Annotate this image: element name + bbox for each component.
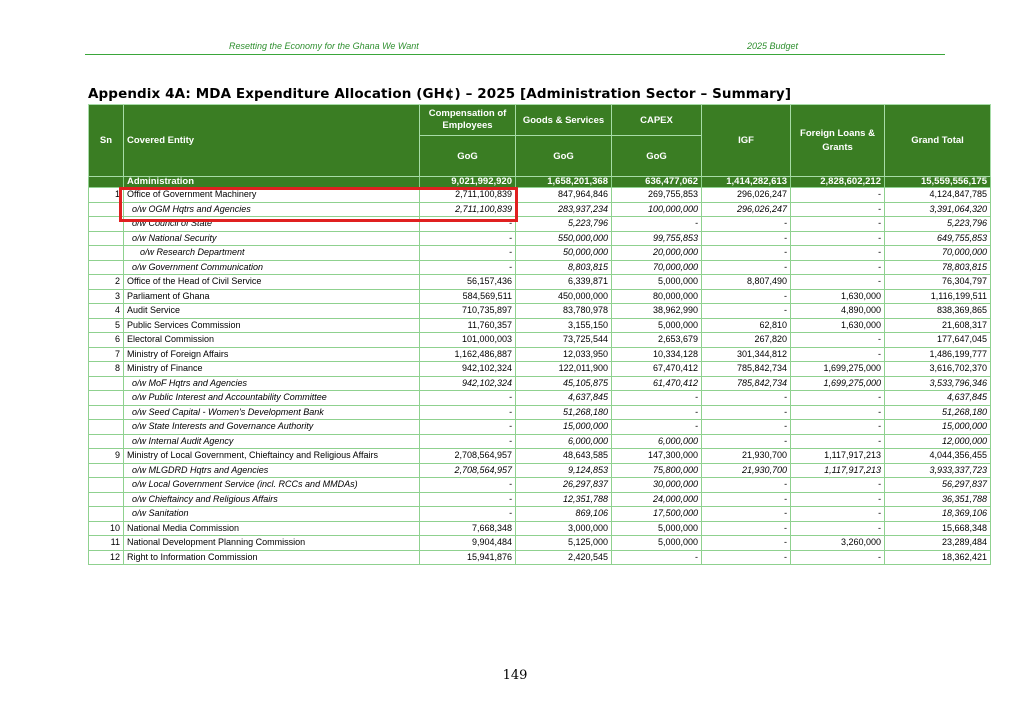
- cell-capex: 10,334,128: [612, 347, 702, 362]
- cell-igf: -: [702, 260, 791, 275]
- cell-igf: -: [702, 304, 791, 319]
- cell-goods: 847,964,846: [516, 188, 612, 203]
- cell-igf: -: [702, 550, 791, 565]
- cell-foreign: -: [791, 347, 885, 362]
- cell-sn: 1: [89, 188, 124, 203]
- cell-total: 56,297,837: [885, 478, 991, 493]
- cell-entity: o/w Internal Audit Agency: [124, 434, 420, 449]
- col-capex-gog: GoG: [612, 136, 702, 177]
- cell-capex: 17,500,000: [612, 507, 702, 522]
- cell-total: 70,000,000: [885, 246, 991, 261]
- cell-total: 3,391,064,320: [885, 202, 991, 217]
- cell-igf: -: [702, 405, 791, 420]
- cell-total: 36,351,788: [885, 492, 991, 507]
- cell-entity: o/w OGM Hqtrs and Agencies: [124, 202, 420, 217]
- cell-capex: 61,470,412: [612, 376, 702, 391]
- cell-goods: 73,725,544: [516, 333, 612, 348]
- cell-sn: [89, 507, 124, 522]
- table-row: [89, 550, 991, 565]
- col-capex-header: CAPEX: [612, 105, 702, 136]
- cell-goods: 15,000,000: [516, 420, 612, 435]
- cell-entity: o/w National Security: [124, 231, 420, 246]
- cell-goods: 51,268,180: [516, 405, 612, 420]
- cell-igf: -: [702, 231, 791, 246]
- cell-sn: [89, 391, 124, 406]
- page-number: 149: [502, 668, 528, 683]
- cell-igf: -: [702, 420, 791, 435]
- cell-total: 23,289,484: [885, 536, 991, 551]
- cell-total: 18,362,421: [885, 550, 991, 565]
- cell-goods: 869,106: [516, 507, 612, 522]
- cell-capex: -: [612, 550, 702, 565]
- cell-sn: 9: [89, 449, 124, 464]
- cell-sn: [89, 478, 124, 493]
- cell-total: 15,000,000: [885, 420, 991, 435]
- cell-entity: o/w Local Government Service (incl. RCCs and MMDAs): [124, 478, 420, 493]
- table-row: [89, 347, 991, 362]
- cell-foreign: -: [791, 405, 885, 420]
- cell-total: 649,755,853: [885, 231, 991, 246]
- running-header: [85, 41, 945, 55]
- cell-sn: 8: [89, 362, 124, 377]
- cell-total: 4,124,847,785: [885, 188, 991, 203]
- cell-capex: -: [612, 391, 702, 406]
- cell-capex: -: [612, 217, 702, 232]
- cell-comp: 9,904,484: [420, 536, 516, 551]
- cell-foreign: 1,699,275,000: [791, 362, 885, 377]
- cell-capex: 30,000,000: [612, 478, 702, 493]
- cell-foreign: 3,260,000: [791, 536, 885, 551]
- cell-capex: 147,300,000: [612, 449, 702, 464]
- cell-capex: 38,962,990: [612, 304, 702, 319]
- table-row: [89, 434, 991, 449]
- cell-comp: 2,711,100,839: [420, 188, 516, 203]
- cell-total: 1,116,199,511: [885, 289, 991, 304]
- cell-foreign: 1,699,275,000: [791, 376, 885, 391]
- cell-capex: 2,653,679: [612, 333, 702, 348]
- cell-capex: 100,000,000: [612, 202, 702, 217]
- cell-comp: -: [420, 246, 516, 261]
- cell-total: 51,268,180: [885, 405, 991, 420]
- cell-igf: 296,026,247: [702, 202, 791, 217]
- col-comp-header: Compensation of Employees: [420, 105, 516, 136]
- cell-igf: -: [702, 289, 791, 304]
- table-row: [89, 536, 991, 551]
- col-goods-gog: GoG: [516, 136, 612, 177]
- summary-total: 15,559,556,175: [885, 177, 991, 188]
- cell-comp: -: [420, 507, 516, 522]
- cell-foreign: -: [791, 550, 885, 565]
- cell-goods: 4,637,845: [516, 391, 612, 406]
- cell-total: 3,616,702,370: [885, 362, 991, 377]
- cell-entity: Public Services Commission: [124, 318, 420, 333]
- cell-foreign: -: [791, 202, 885, 217]
- cell-sn: 5: [89, 318, 124, 333]
- cell-goods: 8,803,815: [516, 260, 612, 275]
- col-goods-header: Goods & Services: [516, 105, 612, 136]
- cell-comp: -: [420, 405, 516, 420]
- cell-comp: 2,708,564,957: [420, 463, 516, 478]
- cell-total: 3,933,337,723: [885, 463, 991, 478]
- table-row: [89, 333, 991, 348]
- cell-goods: 48,643,585: [516, 449, 612, 464]
- cell-igf: 21,930,700: [702, 463, 791, 478]
- cell-igf: -: [702, 391, 791, 406]
- cell-foreign: -: [791, 188, 885, 203]
- cell-comp: 2,711,100,839: [420, 202, 516, 217]
- cell-igf: 62,810: [702, 318, 791, 333]
- cell-capex: 67,470,412: [612, 362, 702, 377]
- cell-comp: 56,157,436: [420, 275, 516, 290]
- expenditure-table: [88, 104, 991, 565]
- col-sn-header: Sn: [89, 105, 124, 177]
- cell-comp: -: [420, 231, 516, 246]
- cell-capex: 70,000,000: [612, 260, 702, 275]
- summary-capex: 636,477,062: [612, 177, 702, 188]
- cell-sn: 2: [89, 275, 124, 290]
- table-row: [89, 289, 991, 304]
- cell-entity: o/w Research Department: [124, 246, 420, 261]
- cell-entity: National Media Commission: [124, 521, 420, 536]
- cell-total: 12,000,000: [885, 434, 991, 449]
- cell-foreign: -: [791, 246, 885, 261]
- cell-goods: 6,339,871: [516, 275, 612, 290]
- cell-entity: o/w Council of State: [124, 217, 420, 232]
- cell-foreign: 1,117,917,213: [791, 449, 885, 464]
- col-comp-gog: GoG: [420, 136, 516, 177]
- cell-entity: Office of the Head of Civil Service: [124, 275, 420, 290]
- cell-igf: -: [702, 434, 791, 449]
- cell-igf: -: [702, 478, 791, 493]
- table-row: [89, 507, 991, 522]
- cell-sn: [89, 434, 124, 449]
- cell-sn: 3: [89, 289, 124, 304]
- cell-sn: [89, 420, 124, 435]
- cell-igf: -: [702, 246, 791, 261]
- table-row: [89, 391, 991, 406]
- cell-total: 78,803,815: [885, 260, 991, 275]
- table-row: [89, 492, 991, 507]
- cell-sn: [89, 246, 124, 261]
- cell-sn: 12: [89, 550, 124, 565]
- cell-total: 15,668,348: [885, 521, 991, 536]
- cell-comp: 2,708,564,957: [420, 449, 516, 464]
- col-igf-header: IGF: [702, 105, 791, 177]
- cell-comp: -: [420, 434, 516, 449]
- cell-goods: 83,780,978: [516, 304, 612, 319]
- col-total-header: Grand Total: [885, 105, 991, 177]
- cell-entity: o/w MoF Hqtrs and Agencies: [124, 376, 420, 391]
- header-right-text: 2025 Budget: [747, 41, 799, 51]
- cell-sn: 7: [89, 347, 124, 362]
- cell-comp: 942,102,324: [420, 376, 516, 391]
- cell-igf: -: [702, 217, 791, 232]
- cell-comp: 7,668,348: [420, 521, 516, 536]
- cell-foreign: 1,117,917,213: [791, 463, 885, 478]
- cell-entity: Ministry of Local Government, Chieftaincy and Religious Affairs: [124, 449, 420, 464]
- cell-entity: Audit Service: [124, 304, 420, 319]
- cell-entity: Office of Government Machinery: [124, 188, 420, 203]
- cell-sn: 10: [89, 521, 124, 536]
- highlight-box: [119, 187, 518, 222]
- cell-capex: 5,000,000: [612, 521, 702, 536]
- cell-total: 177,647,045: [885, 333, 991, 348]
- cell-goods: 12,033,950: [516, 347, 612, 362]
- cell-foreign: -: [791, 507, 885, 522]
- cell-foreign: 4,890,000: [791, 304, 885, 319]
- table-row: [89, 260, 991, 275]
- cell-capex: 99,755,853: [612, 231, 702, 246]
- table-row: [89, 449, 991, 464]
- cell-goods: 5,125,000: [516, 536, 612, 551]
- table-row: [89, 304, 991, 319]
- summary-row: [89, 177, 991, 188]
- cell-igf: 267,820: [702, 333, 791, 348]
- cell-entity: Ministry of Finance: [124, 362, 420, 377]
- cell-sn: [89, 376, 124, 391]
- cell-comp: 11,760,357: [420, 318, 516, 333]
- cell-foreign: 1,630,000: [791, 318, 885, 333]
- cell-capex: 5,000,000: [612, 536, 702, 551]
- cell-comp: -: [420, 478, 516, 493]
- header-left-text: Resetting the Economy for the Ghana We Want: [229, 41, 419, 51]
- table-row: [89, 231, 991, 246]
- cell-entity: o/w Chieftaincy and Religious Affairs: [124, 492, 420, 507]
- table-row: [89, 362, 991, 377]
- summary-comp: 9,021,992,920: [420, 177, 516, 188]
- cell-igf: -: [702, 492, 791, 507]
- cell-comp: 584,569,511: [420, 289, 516, 304]
- cell-total: 4,044,356,455: [885, 449, 991, 464]
- cell-goods: 283,937,234: [516, 202, 612, 217]
- cell-total: 1,486,199,777: [885, 347, 991, 362]
- cell-comp: -: [420, 391, 516, 406]
- cell-igf: 8,807,490: [702, 275, 791, 290]
- cell-foreign: -: [791, 434, 885, 449]
- table-row: [89, 420, 991, 435]
- cell-capex: 75,800,000: [612, 463, 702, 478]
- table-row: [89, 318, 991, 333]
- cell-foreign: -: [791, 391, 885, 406]
- cell-goods: 3,000,000: [516, 521, 612, 536]
- cell-goods: 26,297,837: [516, 478, 612, 493]
- cell-foreign: -: [791, 478, 885, 493]
- cell-sn: [89, 231, 124, 246]
- cell-igf: 296,026,247: [702, 188, 791, 203]
- cell-goods: 45,105,875: [516, 376, 612, 391]
- cell-capex: 20,000,000: [612, 246, 702, 261]
- table-row: [89, 463, 991, 478]
- cell-foreign: -: [791, 521, 885, 536]
- cell-igf: 785,842,734: [702, 362, 791, 377]
- cell-total: 21,608,317: [885, 318, 991, 333]
- cell-capex: 6,000,000: [612, 434, 702, 449]
- cell-comp: -: [420, 420, 516, 435]
- cell-foreign: -: [791, 333, 885, 348]
- cell-goods: 3,155,150: [516, 318, 612, 333]
- cell-goods: 5,223,796: [516, 217, 612, 232]
- cell-entity: Electoral Commission: [124, 333, 420, 348]
- cell-comp: 1,162,486,887: [420, 347, 516, 362]
- cell-foreign: -: [791, 217, 885, 232]
- cell-entity: o/w Government Communication: [124, 260, 420, 275]
- cell-entity: Ministry of Foreign Affairs: [124, 347, 420, 362]
- cell-entity: National Development Planning Commission: [124, 536, 420, 551]
- cell-goods: 2,420,545: [516, 550, 612, 565]
- col-foreign-header: Foreign Loans & Grants: [791, 105, 885, 177]
- cell-igf: -: [702, 521, 791, 536]
- cell-sn: [89, 463, 124, 478]
- cell-comp: 101,000,003: [420, 333, 516, 348]
- cell-entity: o/w Seed Capital - Women's Development Bank: [124, 405, 420, 420]
- cell-sn: [89, 260, 124, 275]
- cell-foreign: -: [791, 275, 885, 290]
- cell-foreign: -: [791, 492, 885, 507]
- cell-goods: 122,011,900: [516, 362, 612, 377]
- cell-igf: 21,930,700: [702, 449, 791, 464]
- cell-comp: 15,941,876: [420, 550, 516, 565]
- cell-capex: 5,000,000: [612, 318, 702, 333]
- cell-foreign: -: [791, 260, 885, 275]
- appendix-title: Appendix 4A: MDA Expenditure Allocation (GH¢) – 2025 [Administration Sector – Summary]: [88, 86, 792, 102]
- table-row: [89, 376, 991, 391]
- cell-sn: 11: [89, 536, 124, 551]
- cell-total: 3,533,796,346: [885, 376, 991, 391]
- cell-goods: 12,351,788: [516, 492, 612, 507]
- cell-total: 4,637,845: [885, 391, 991, 406]
- cell-foreign: -: [791, 231, 885, 246]
- cell-total: 838,369,865: [885, 304, 991, 319]
- table-row: [89, 405, 991, 420]
- cell-total: 5,223,796: [885, 217, 991, 232]
- cell-total: 76,304,797: [885, 275, 991, 290]
- cell-comp: 710,735,897: [420, 304, 516, 319]
- cell-comp: -: [420, 217, 516, 232]
- cell-igf: -: [702, 536, 791, 551]
- cell-capex: -: [612, 420, 702, 435]
- cell-capex: 5,000,000: [612, 275, 702, 290]
- cell-entity: o/w Sanitation: [124, 507, 420, 522]
- cell-sn: 4: [89, 304, 124, 319]
- cell-capex: 24,000,000: [612, 492, 702, 507]
- cell-igf: -: [702, 507, 791, 522]
- cell-igf: 785,842,734: [702, 376, 791, 391]
- cell-entity: Parliament of Ghana: [124, 289, 420, 304]
- cell-igf: 301,344,812: [702, 347, 791, 362]
- cell-comp: -: [420, 260, 516, 275]
- cell-sn: [89, 405, 124, 420]
- summary-goods: 1,658,201,368: [516, 177, 612, 188]
- cell-entity: o/w State Interests and Governance Authority: [124, 420, 420, 435]
- cell-comp: 942,102,324: [420, 362, 516, 377]
- cell-foreign: 1,630,000: [791, 289, 885, 304]
- summary-igf: 1,414,282,613: [702, 177, 791, 188]
- cell-sn: [89, 492, 124, 507]
- cell-goods: 450,000,000: [516, 289, 612, 304]
- cell-goods: 9,124,853: [516, 463, 612, 478]
- cell-entity: o/w MLGDRD Hqtrs and Agencies: [124, 463, 420, 478]
- cell-capex: 269,755,853: [612, 188, 702, 203]
- cell-goods: 50,000,000: [516, 246, 612, 261]
- table-row: [89, 275, 991, 290]
- cell-goods: 550,000,000: [516, 231, 612, 246]
- table-row: [89, 521, 991, 536]
- cell-total: 18,369,106: [885, 507, 991, 522]
- summary-foreign: 2,828,602,212: [791, 177, 885, 188]
- col-entity-header: Covered Entity: [124, 105, 420, 177]
- cell-capex: -: [612, 405, 702, 420]
- cell-sn: 6: [89, 333, 124, 348]
- summary-entity: Administration: [124, 177, 420, 188]
- cell-comp: -: [420, 492, 516, 507]
- cell-entity: Right to Information Commission: [124, 550, 420, 565]
- cell-goods: 6,000,000: [516, 434, 612, 449]
- table-row: [89, 478, 991, 493]
- cell-foreign: -: [791, 420, 885, 435]
- cell-capex: 80,000,000: [612, 289, 702, 304]
- table-row: [89, 246, 991, 261]
- cell-entity: o/w Public Interest and Accountability Committee: [124, 391, 420, 406]
